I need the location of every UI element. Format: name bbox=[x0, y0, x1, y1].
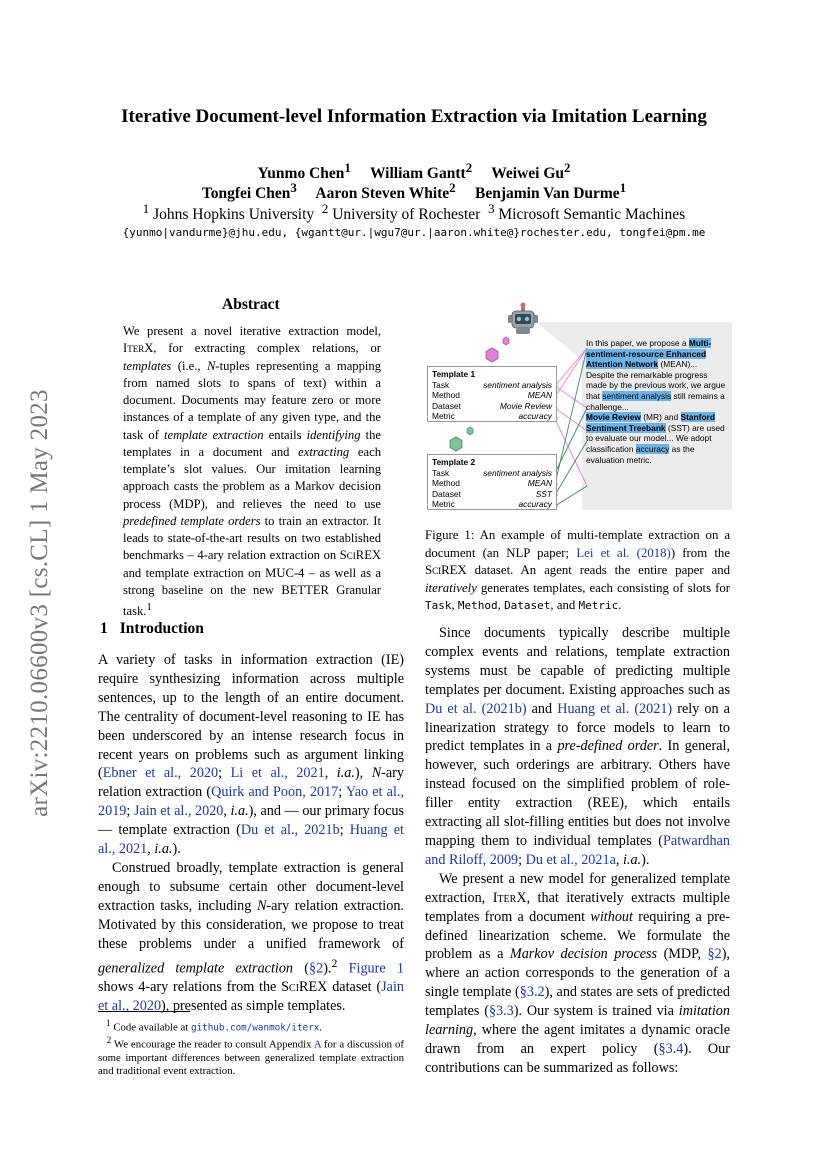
highlight-task: sentiment analysis bbox=[602, 390, 672, 401]
section-link[interactable]: §2 bbox=[707, 946, 722, 963]
citation-link[interactable]: Huang et al. (2021) bbox=[557, 700, 673, 717]
paper-title: Iterative Document-level Information Extraction via Imitation Learning bbox=[121, 106, 707, 127]
highlight-method: Multi-sentiment-resource Enhanced Attention Network bbox=[586, 338, 712, 370]
template-2-hexagon-icon bbox=[450, 437, 462, 451]
template-2-box: Template 2 Task sentiment analysis Method MEAN Dataset SST Metric accuracy bbox=[427, 454, 557, 510]
section-link[interactable]: §3.4 bbox=[658, 1040, 684, 1057]
section-link[interactable]: §3.3 bbox=[488, 1003, 514, 1020]
figure-1 bbox=[424, 300, 736, 522]
citation-link[interactable]: Quirk and Poon, 2017 bbox=[211, 784, 339, 801]
template-1-hexagon-icon bbox=[486, 348, 498, 362]
abstract-body: We present a novel iterative extraction model, IterX, for extracting complex relations, or templates (i.e., N-tuples representing a mapping from named slots to spans of text) within a document. Documents may feature zero or more instances of a template of any given type, and the task of template extraction entails identifying the templates in a document and extracting each template’s slot values. Our imitation learning approach casts the problem as a Markov decision process (MDP), and relieves the need to use predefined template orders to train an extractor. It leads to state-of-the-art results on two established benchmarks – 4-ary relation extraction on SciREX and template extraction on MUC-4 – as well as a strong baseline on the new BETTER Granular task.$^1$ bbox=[123, 324, 382, 619]
citation-link[interactable]: Li et al., 2021 bbox=[230, 765, 325, 782]
citation-link[interactable]: Lei et al. (2018) bbox=[576, 545, 671, 560]
author: Yunmo Chen bbox=[257, 165, 345, 183]
author-emails: {yunmo|vandurme}@jhu.edu, {wgantt@ur.|wgu7@ur.|aaron.white@}rochester.edu, tongfei@pm.me bbox=[122, 226, 706, 239]
figure-link[interactable]: Figure 1 bbox=[348, 960, 404, 977]
robot-icon bbox=[508, 303, 538, 335]
citation-link[interactable]: Du et al., 2021a bbox=[525, 851, 616, 868]
authors-line-2: Tongfei Chen$^3$ Aaron Steven White$^2$ Benjamin Van Durme$^1$ bbox=[201, 180, 627, 203]
intro-right-column: Since documents typically describe multiple complex events and relations, template extraction systems must be capable of predicting multiple templates per document. Existing approaches such as Du et al. (2021b) and Huang et al. (2021) rely on a linearization strategy to force models to learn to predict templates in a pre-defined order. In general, however, such orderings are arbitrary. Others have instead focused on the simplified problem of role-filler entity extraction (REE), which entails extracting all slot-filling entities but does not involve mapping them to individual templates (Patwardhan and Riloff, 2009; Du et al., 2021a, i.a.). We present a new model for generalized template extraction, IterX, that iteratively extracts multiple templates from a document without requiring a pre-defined linearization scheme. We formulate the problem as a Markov decision process (MDP, §2), where an action corresponds to the generation of a single template (§3.2), and states are sets of predicted templates (§3.3). Our system is trained via imitation learning, where the agent imitates a dynamic oracle drawn from an expert policy (§3.4). Our contributions can be summarized as follows: bbox=[425, 625, 730, 1076]
authors-line-1: Yunmo Chen$^1$ William Gantt$^2$ Weiwei Gu$^2$ bbox=[257, 160, 571, 183]
author: William Gantt bbox=[369, 165, 466, 183]
document-text: In this paper, we propose a Multi-sentiment-resource Enhanced Attention Network (MEAN)... Despite the remarkable progress made by the previous work, we argue that sentiment analysis still remains a challenge... Movie Review (MR) and Stanford Sentiment Treebank (SST) are used to evaluate our model... We adopt classification accuracy as the evaluation metric. bbox=[586, 338, 726, 465]
section-heading-introduction: 1 Introduction bbox=[100, 620, 204, 637]
citation-link[interactable]: Du et al., 2021b bbox=[240, 822, 340, 839]
small-hexagon-icon bbox=[503, 337, 509, 345]
abstract-heading: Abstract bbox=[222, 296, 280, 313]
small-hexagon-icon bbox=[467, 427, 473, 435]
author: Aaron Steven White bbox=[315, 185, 450, 203]
highlight-dataset-sst: Stanford Sentiment Treebank bbox=[586, 412, 715, 433]
appendix-link[interactable]: A bbox=[313, 1038, 322, 1051]
footnote-2: $^2$ We encourage the reader to consult Appendix A for a discussion of some important differences between generalized template extraction and traditional event extraction. bbox=[98, 1035, 404, 1077]
figure-1-caption: Figure 1: An example of multi-template extraction on a document (an NLP paper; Lei et al. (2018)) from the SciREX dataset. An agent reads the entire paper and iteratively generates templates, each consisting of slots for Task, Method, Dataset, and Metric. bbox=[425, 528, 731, 612]
arxiv-sidebar bbox=[20, 368, 60, 838]
highlight-metric: accuracy bbox=[635, 443, 670, 454]
template-1-box: Template 1 Task sentiment analysis Method MEAN Dataset Movie Review Metric accuracy bbox=[427, 366, 557, 422]
footnote-rule bbox=[98, 1011, 190, 1012]
citation-link[interactable]: Yao et al., 2019 bbox=[98, 784, 404, 820]
citation-link[interactable]: Huang et al., 2021 bbox=[98, 822, 404, 858]
citation-link[interactable]: Jain et al., 2020 bbox=[98, 979, 404, 1015]
author: Weiwei Gu bbox=[491, 165, 565, 183]
citation-link[interactable]: Du et al. (2021b) bbox=[425, 700, 527, 717]
citation-link[interactable]: Patwardhan and Riloff, 2009 bbox=[425, 832, 730, 868]
section-link[interactable]: §3.2 bbox=[519, 984, 545, 1001]
code-link[interactable]: github.com/wanmok/iterx bbox=[190, 1022, 320, 1034]
arxiv-id: arXiv:2210.06600v3 [cs.CL] 1 May 2023 bbox=[26, 389, 53, 817]
affiliations: $^1$ Johns Hopkins University $^2$ University of Rochester $^3$ Microsoft Semantic Machines bbox=[142, 201, 686, 224]
citation-link[interactable]: Jain et al., 2020 bbox=[133, 803, 224, 820]
attention-funnel bbox=[536, 322, 582, 360]
footnote-1: $^1$ Code available at github.com/wanmok/iterx. bbox=[106, 1018, 322, 1034]
intro-left-column: A variety of tasks in information extraction (IE) require synthesizing information across multiple sentences, up to the length of an entire document. The centrality of document-level reasoning to IE has been underscored by an intense research focus in recent years on problems such as argument linking (Ebner et al., 2020; Li et al., 2021, i.a.), N-ary relation extraction (Quirk and Poon, 2017; Yao et al., 2019; Jain et al., 2020, i.a.), and — our primary focus — template extraction (Du et al., 2021b; Huang et al., 2021, i.a.). Construed broadly, template extraction is general enough to subsume certain other document-level extraction tasks, including N-ary relation extraction. Motivated by this consideration, we propose to treat these problems under a unified framework of generalized template extraction (§2).$^2$ Figure 1 shows 4-ary relations from the SciREX dataset (Jain et al., 2020), presented as simple templates. bbox=[98, 652, 405, 1015]
citation-link[interactable]: Ebner et al., 2020 bbox=[102, 765, 219, 782]
author: Tongfei Chen bbox=[201, 185, 291, 203]
section-link[interactable]: §2 bbox=[309, 960, 324, 977]
author: Benjamin Van Durme bbox=[475, 185, 620, 203]
highlight-dataset-mr: Movie Review bbox=[586, 412, 641, 423]
